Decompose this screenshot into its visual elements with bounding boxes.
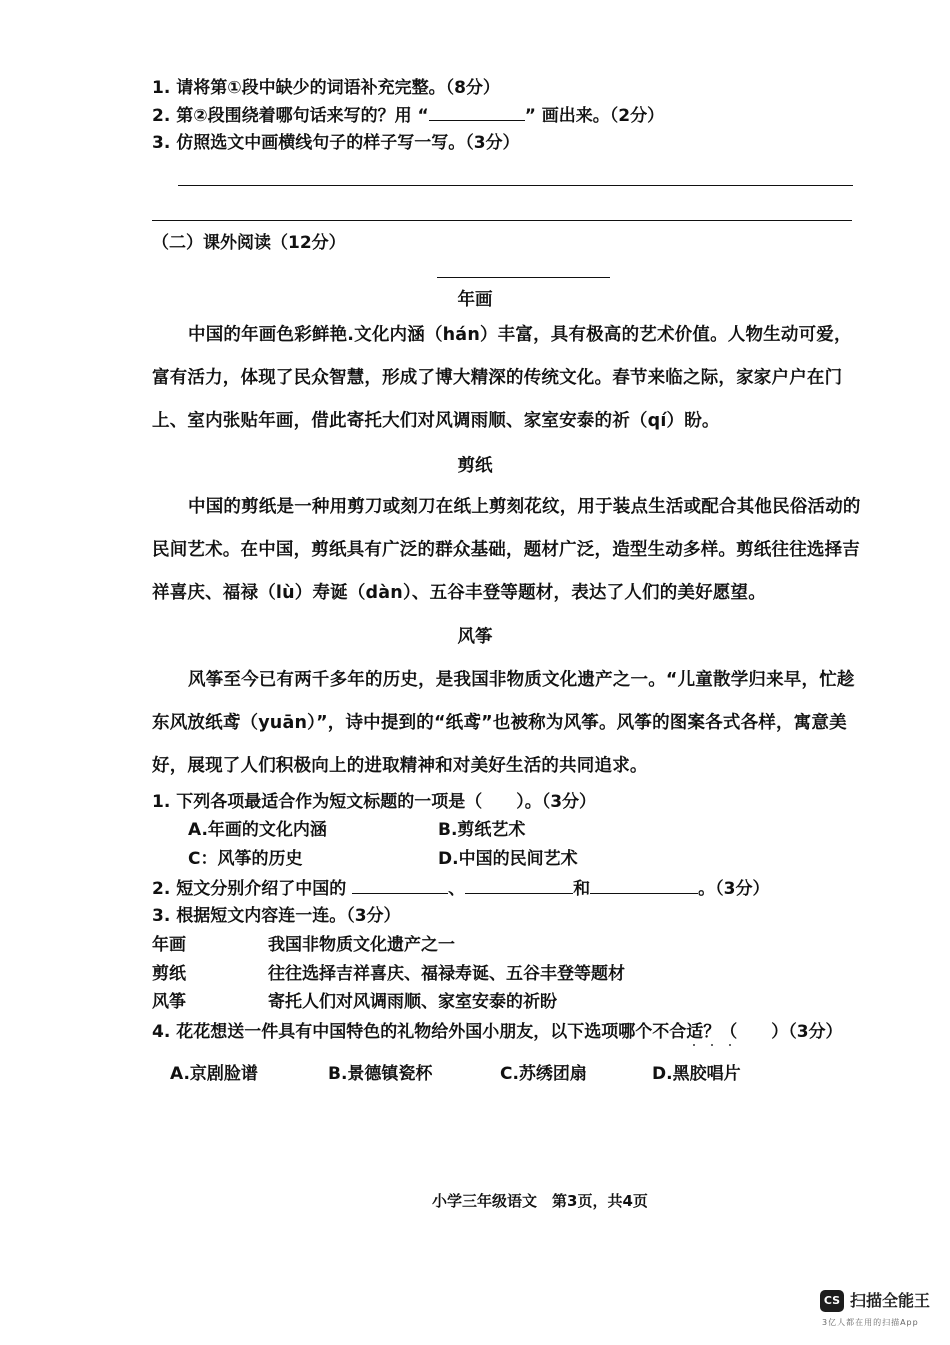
question-title-choice: 1. 下列各项最适合作为短文标题的一项是（ ）。（3分） bbox=[152, 792, 597, 812]
emphasis-dot bbox=[711, 1044, 713, 1046]
match-left-item[interactable]: 风筝 bbox=[152, 992, 186, 1012]
scanner-app-name: 扫描全能王 bbox=[850, 1291, 931, 1310]
option-a[interactable]: A.京剧脸谱 bbox=[170, 1064, 258, 1084]
option-c[interactable]: C：风筝的历史 bbox=[188, 849, 303, 869]
question-fill-topics bbox=[152, 877, 769, 900]
emphasis-dot bbox=[693, 1044, 695, 1046]
question-1-fill-words: 1. 请将第①段中缺少的词语补充完整。（8分） bbox=[152, 78, 500, 98]
match-right-item[interactable]: 我国非物质文化遗产之一 bbox=[268, 935, 455, 955]
answer-blank[interactable] bbox=[429, 104, 525, 121]
scanner-logo-icon: CS bbox=[820, 1290, 844, 1312]
page-footer: 小学三年级语文 第3页，共4页 bbox=[432, 1192, 648, 1210]
option-b[interactable]: B.剪纸艺术 bbox=[438, 820, 526, 840]
answer-blank[interactable] bbox=[465, 877, 573, 894]
match-left-item[interactable]: 年画 bbox=[152, 935, 186, 955]
answer-line[interactable] bbox=[178, 185, 853, 186]
article-body: 中国的年画色彩鲜艳.文化内涵（hán）丰富，具有极高的艺术价值。人物生动可爱，富有活力，体现了民众智慧，形成了博大精深的传统文化。春节来临之际，家家户户在门上、室内张贴年画，借此寄托大们对风调雨顺、家室安泰的祈（qí）盼。 bbox=[152, 325, 852, 431]
title-rule bbox=[437, 277, 610, 278]
answer-line[interactable] bbox=[152, 220, 852, 221]
answer-blank[interactable] bbox=[590, 877, 698, 894]
article-body: 风筝至今已有两千多年的历史，是我国非物质文化遗产之一。“儿童散学归来早，忙趁东风放纸鸢（yuān）”，诗中提到的“纸鸢”也被称为风筝。风筝的图案各式各样，寓意美好，展现了人们积极向上的进取精神和对美好生活的共同追求。 bbox=[152, 670, 855, 776]
article-title: 年画 bbox=[457, 290, 493, 310]
article-title: 剪纸 bbox=[457, 456, 493, 476]
article-title: 风筝 bbox=[457, 627, 493, 647]
match-right-item[interactable]: 寄托人们对风调雨顺、家室安泰的祈盼 bbox=[268, 992, 557, 1012]
answer-blank[interactable] bbox=[352, 877, 448, 894]
separator: 和 bbox=[573, 879, 591, 899]
scanner-tagline: 3亿人都在用的扫描App bbox=[822, 1318, 919, 1327]
emphasis-dot bbox=[729, 1044, 731, 1046]
separator: 、 bbox=[448, 879, 466, 899]
section-heading: （二）课外阅读（12分） bbox=[152, 233, 346, 253]
question-matching: 3. 根据短文内容连一连。（3分） bbox=[152, 906, 401, 926]
question-suffix: 。（3分） bbox=[698, 879, 770, 899]
question-3-imitate-sentence: 3. 仿照选文中画横线句子的样子写一写。（3分） bbox=[152, 133, 520, 153]
question-2-suffix: ” 画出来。（2分） bbox=[524, 106, 665, 126]
question-2-prefix: 2. 第②段围绕着哪句话来写的？用 “ bbox=[152, 106, 429, 126]
option-d[interactable]: D.黑胶唱片 bbox=[652, 1064, 741, 1084]
question-gift-choice: 4. 花花想送一件具有中国特色的礼物给外国小朋友，以下选项哪个不合适？（ ）（3分） bbox=[152, 1022, 843, 1042]
option-d[interactable]: D.中国的民间艺术 bbox=[438, 849, 578, 869]
question-2-underline-sentence bbox=[152, 104, 664, 127]
match-left-item[interactable]: 剪纸 bbox=[152, 964, 186, 984]
option-a[interactable]: A.年画的文化内涵 bbox=[188, 820, 327, 840]
match-right-item[interactable]: 往往选择吉祥喜庆、福禄寿诞、五谷丰登等题材 bbox=[268, 964, 625, 984]
article-body: 中国的剪纸是一种用剪刀或刻刀在纸上剪刻花纹，用于装点生活或配合其他民俗活动的民间艺术。在中国，剪纸具有广泛的群众基础，题材广泛，造型生动多样。剪纸往往选择吉祥喜庆、福禄（lù）寿诞（dàn）、五谷丰登等题材，表达了人们的美好愿望。 bbox=[152, 497, 861, 603]
option-b[interactable]: B.景德镇瓷杯 bbox=[328, 1064, 433, 1084]
question-prefix: 2. 短文分别介绍了中国的 bbox=[152, 879, 347, 899]
option-c[interactable]: C.苏绣团扇 bbox=[500, 1064, 587, 1084]
